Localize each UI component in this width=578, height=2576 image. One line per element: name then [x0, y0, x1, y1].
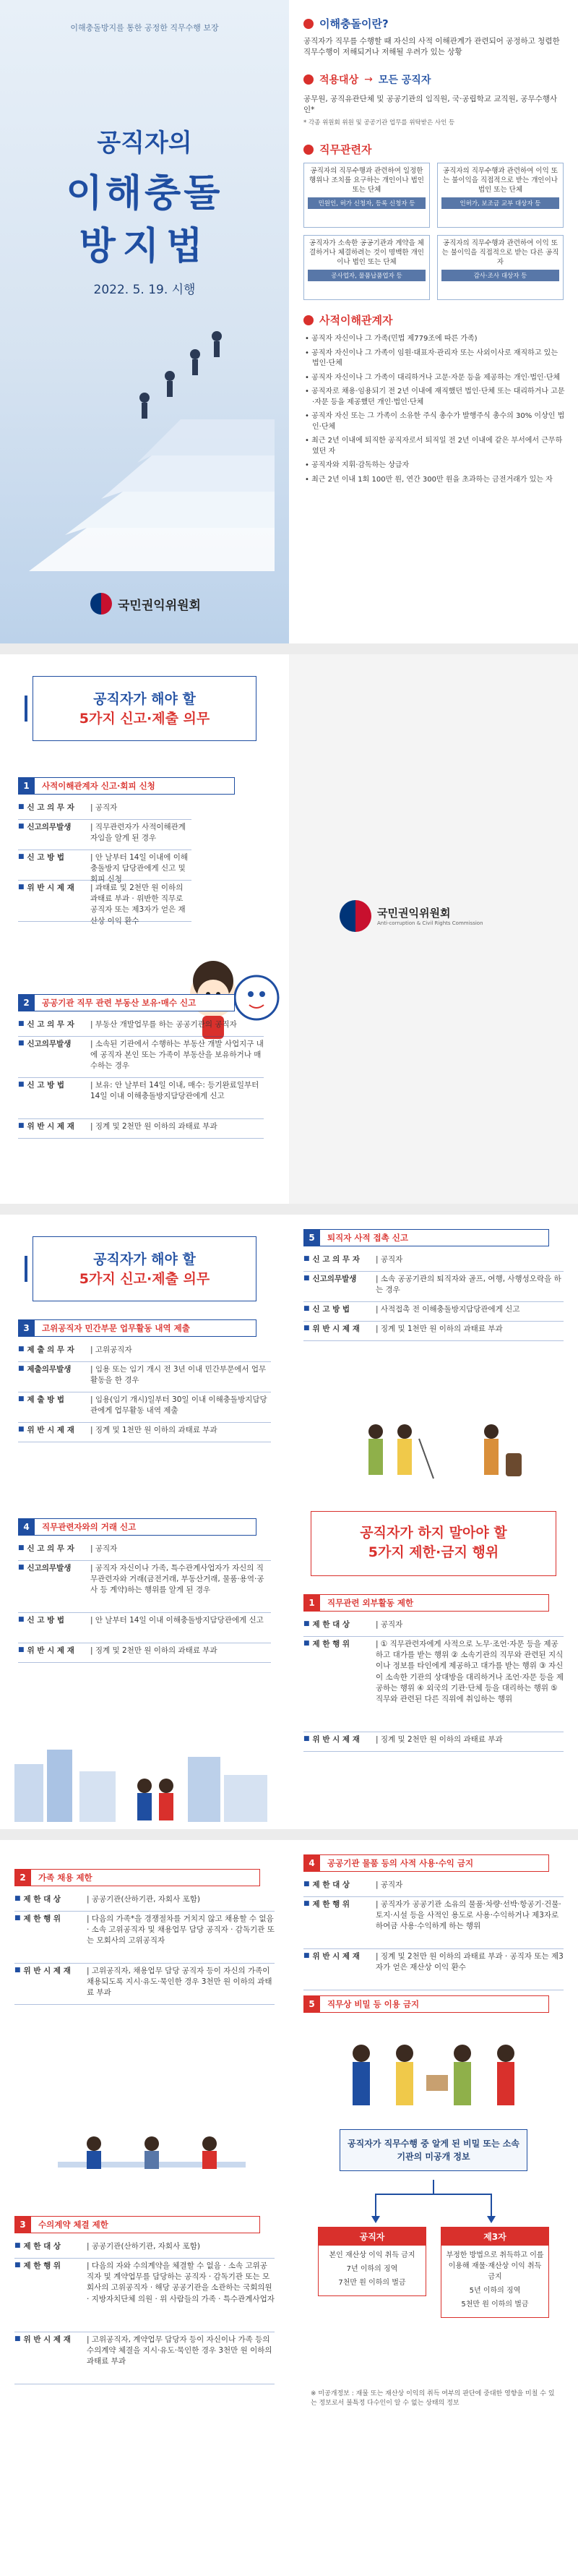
stairs-illustration — [0, 311, 289, 571]
info-row-value: | 징계 및 2천만 원 이하의 과태료 부과 — [376, 1735, 503, 1744]
duties-title-box: 공직자가 해야 할 5가지 신고·제출 의무 — [33, 676, 256, 741]
info-row — [18, 1121, 264, 1132]
bullet-icon — [303, 145, 314, 155]
restriction-1-header: 1 직무관련 외부활동 제한 — [303, 1594, 549, 1612]
info-row-value: | 다음의 가족*을 경쟁절차를 거치지 않고 채용할 수 없음 · 소속 고위공직자 및 채용업무 담당 공직자 · 감독기관 또는 모회사의 고위공직자 — [87, 1914, 275, 1946]
info-row-label: ■ 위 반 시 제 재 — [14, 1966, 87, 1999]
info-row — [18, 1080, 264, 1102]
info-row-value: | 고위공직자, 계약업무 담당자 등이 자신이나 가족 등의 수의계약 체결을 지시·유도·묵인한 경우 3천만 원 이하의 과태료 부과 — [87, 2335, 272, 2366]
info-row-label: ■ 제 출 방 법 — [18, 1395, 90, 1416]
info-row — [18, 1544, 271, 1554]
row-divider — [303, 1321, 564, 1322]
info-row-value: | 임용(임기 개시)일부터 30일 이내 이해충돌방지담당관에게 업무활동 내역 제출 — [90, 1395, 267, 1416]
info-row — [303, 1274, 564, 1296]
penalty-item: 본인 재산상 이익 취득 금지 — [329, 2251, 415, 2259]
duties-panel-1 — [0, 654, 289, 1204]
info-row — [18, 1615, 271, 1626]
info-row-value: | 징계 및 1천만 원 이하의 과태료 부과 — [376, 1325, 503, 1333]
info-row-value: | 안 날부터 14일 이내 이해충돌방지담당관에게 신고 — [90, 1616, 264, 1625]
info-row — [14, 1894, 275, 1905]
info-row — [18, 822, 191, 844]
info-row-value: | ① 직무관련자에게 사적으로 노무·조언·자문 등을 제공하고 대가를 받는 행위 ② 소속기관의 직무와 관련된 지식이나 정보를 타인에게 제공하고 대가를 받는 행위 ③ 자신이 소속한 기관의 상대방을 대리하거나 조언·자문 등을 제공하는 행위 ④ 외국의 기관·단체 등을 대리하는 행위 ⑤ 직무와 관련된 다른 직위에 취임하는 행위 — [376, 1640, 564, 1704]
info-row-label: ■ 제 한 대 상 — [14, 1894, 87, 1905]
info-row-label: ■ 신고의무발생 — [18, 1039, 90, 1072]
restriction-3-header: 3 수의계약 체결 제한 — [14, 2216, 260, 2233]
cover-title-line3: 방지법 — [79, 225, 210, 268]
info-row-value: | 다음의 자와 수의계약을 체결할 수 없음 · 소속 고위공직자 및 계약업무를 담당하는 공직자 · 감독기관 또는 모회사의 고위공직자 · 해당 공공기관을 소관하는 국회의원 · 지방자치단체 의원 · 위 사람들의 가족 · 특수관계사업자 — [87, 2262, 275, 2303]
info-row — [303, 1619, 564, 1630]
row-divider — [303, 1271, 564, 1272]
info-row-label: ■ 위 반 시 제 재 — [18, 883, 90, 927]
cover-title-line2: 이해충돌 — [66, 172, 223, 215]
row-divider — [18, 819, 191, 820]
info-row — [18, 1019, 264, 1030]
info-row — [18, 1563, 271, 1596]
info-row-value: | 직무관련자가 사적이해관계자임을 알게 된 경우 — [90, 823, 186, 843]
duty-section-2-header: 2 공공기관 직무 관련 부동산 보유·매수 신고 — [18, 994, 235, 1011]
related-person-box-4: 공직자의 직무수행과 관련하여 이익 또는 불이익을 직접적으로 받는 다른 공직자 감사·조사 대상자 등 — [437, 235, 564, 300]
golf-travel-illustration — [332, 1410, 549, 1489]
row-divider — [303, 1340, 564, 1341]
row-divider — [18, 880, 191, 881]
row-divider — [18, 921, 191, 922]
duty-section-1-header: 1 사적이해관계자 신고·회피 신청 — [18, 777, 235, 795]
info-row — [303, 1254, 564, 1265]
row-divider — [18, 1036, 264, 1037]
row-divider — [14, 2004, 275, 2005]
row-divider — [18, 1361, 271, 1362]
info-row — [303, 1324, 564, 1335]
secret-info-box: 공직자가 직무수행 중 알게 된 비밀 또는 소속기관의 미공개 정보 — [340, 2129, 527, 2171]
info-row-value: | 소속된 기관에서 수행하는 부동산 개발 사업지구 내에 공직자 본인 또는 가족이 부동산을 보유하거나 매수하는 경우 — [90, 1040, 264, 1071]
row-divider — [18, 1662, 271, 1663]
info-row-value: | 공직자가 공공기관 소유의 물품·차량·선박·항공기·건물·토지·시설 등을 사적인 용도로 사용·수익하거나 제3자로 하여금 사용·수익하게 하는 행위 — [376, 1900, 561, 1931]
info-row-label: ■ 신 고 의 무 자 — [303, 1254, 376, 1265]
private-interest-item: • 공직자 자신이나 그 가족이 임원·대표자·관리자 또는 사외이사로 재직하고 있는 법인·단체 — [305, 348, 558, 367]
restrictions-panel-2 — [0, 1840, 289, 2576]
row-divider — [303, 1896, 564, 1897]
private-interest-item: • 최근 2년 이내 1회 100만 원, 연간 300만 원을 초과하는 금전거래가 있는 자 — [305, 475, 553, 484]
info-row-value: | 과태료 및 2천만 원 이하의 과태료 부과 · 위반한 직무로 공직자 또는 제3자가 얻은 재산상 이익 환수 — [90, 883, 186, 925]
org-logo: 국민권익위원회 Anti-corruption & Civil Rights Commission — [340, 900, 483, 932]
penalty-item: 부정한 방법으로 취득하고 이를 이용해 재물·재산상 이익 취득 금지 — [446, 2251, 544, 2281]
info-row-label: ■ 위 반 시 제 재 — [303, 1324, 376, 1335]
info-row-label: ■ 위 반 시 제 재 — [303, 1734, 376, 1745]
intro-panel — [289, 0, 578, 643]
info-row-label: ■ 신 고 방 법 — [18, 1080, 90, 1102]
info-row-value: | 부동산 개발업무를 하는 공공기관의 공직자 — [90, 1020, 237, 1029]
private-interest-item: • 공직자 자신 또는 그 가족이 소유한 주식 총수가 발행주식 총수의 30% 이상인 법인·단체 — [305, 412, 565, 431]
info-row-label: ■ 신 고 방 법 — [303, 1304, 376, 1315]
row-divider — [18, 1077, 264, 1078]
private-interest-item: • 최근 2년 이내에 퇴직한 공직자로서 퇴직일 전 2년 이내에 같은 부서에서 근무하였던 자 — [305, 437, 563, 455]
info-row — [18, 1039, 264, 1072]
info-row — [18, 1364, 271, 1386]
penalty-item: 5천만 원 이하의 벌금 — [461, 2301, 529, 2308]
duties-panel-2 — [0, 1215, 289, 1829]
info-row-label: ■ 신 고 의 무 자 — [18, 803, 90, 813]
row-divider — [18, 1422, 271, 1423]
info-row — [303, 1734, 564, 1745]
row-divider — [303, 1636, 564, 1637]
penalty-item: 5년 이하의 징역 — [469, 2287, 521, 2295]
row-divider — [18, 1118, 264, 1119]
private-interest-item: • 공직자 자신이나 그 가족이 대리하거나 고문·자문 등을 제공하는 개인·법인·단체 — [305, 373, 561, 382]
info-row-value: | 고위공직자, 채용업무 담당 공직자 등이 자신의 가족이 채용되도록 지시·유도·묵인한 경우 3천만 원 이하의 과태료 부과 — [87, 1967, 272, 1998]
row-divider — [303, 1948, 564, 1949]
info-row — [303, 1899, 564, 1933]
info-row-label: ■ 위 반 시 제 재 — [18, 1646, 90, 1656]
row-divider — [14, 2258, 275, 2259]
info-row — [18, 883, 191, 927]
cover-org-logo — [90, 593, 201, 615]
restriction-5-header: 5 직무상 비밀 등 이용 금지 — [303, 1995, 549, 2013]
info-row — [18, 803, 191, 813]
duty-section-3-header: 3 고위공직자 민간부문 업무활동 내역 제출 — [18, 1319, 256, 1337]
info-row — [18, 1425, 271, 1436]
info-row-value: | 징계 및 1천만 원 이하의 과태료 부과 — [90, 1426, 217, 1434]
cover-date: 2022. 5. 19. 시행 — [93, 283, 196, 297]
info-row — [14, 2261, 275, 2305]
info-row-label: ■ 신 고 의 무 자 — [18, 1544, 90, 1554]
info-row-label: ■ 위 반 시 제 재 — [303, 1951, 376, 1973]
info-row — [14, 2241, 275, 2252]
info-row-label: ■ 신 고 방 법 — [18, 852, 90, 886]
info-row-label: ■ 위 반 시 제 재 — [18, 1425, 90, 1436]
info-row-label: ■ 제 한 대 상 — [14, 2241, 87, 2252]
flow-thirdparty-box: 제3자 부정한 방법으로 취득하고 이를 이용해 재물·재산상 이익 취득 금지 5년 이하의 징역 5천만 원 이하의 벌금 — [441, 2227, 549, 2318]
government-emblem-icon — [340, 900, 371, 932]
info-row-label: ■ 신고의무발생 — [18, 822, 90, 844]
info-row — [18, 1395, 271, 1416]
row-divider — [18, 1138, 264, 1139]
related-person-box-2: 공직자의 직무수행과 관련하여 이익 또는 불이익을 직접적으로 받는 개인이나 법인 또는 단체 인허가, 보조금 교부 대상자 등 — [437, 163, 564, 228]
info-row-value: | 공직자 — [376, 1620, 403, 1629]
duty-section-5-header: 5 퇴직자 사적 접촉 신고 — [303, 1229, 549, 1246]
info-row-label: ■ 제 출 의 무 자 — [18, 1345, 90, 1356]
related-person-box-1: 공직자의 직무수행과 관련하여 일정한 행위나 조치를 요구하는 개인이나 법인 또는 단체 민원인, 허가 신청자, 등록 신청자 등 — [303, 163, 430, 228]
flow-arrows — [332, 2180, 535, 2223]
info-row — [14, 1966, 275, 1999]
info-row — [303, 1880, 564, 1891]
info-row-value: | 공공기관(산하기관, 자회사 포함) — [87, 1895, 200, 1904]
cover-org-name: 국민권익위원회 — [118, 598, 201, 613]
cover-title-line1: 공직자의 — [97, 129, 192, 158]
info-row — [14, 2335, 275, 2368]
related-person-box-3: 공직자가 소속한 공공기관과 계약을 체결하거나 체결하려는 것이 명백한 개인이나 법인 또는 단체 공사업자, 물품납품업자 등 — [303, 235, 430, 300]
info-row-value: | 사적접촉 전 이해충돌방지담당관에게 신고 — [376, 1305, 520, 1314]
info-row-value: | 공공기관(산하기관, 자회사 포함) — [87, 2242, 200, 2251]
bullet-icon — [303, 19, 314, 29]
info-row-value: | 공직자 — [376, 1880, 403, 1889]
info-row-value: | 공직자 — [90, 803, 118, 812]
info-row — [303, 1304, 564, 1315]
cover-panel — [0, 0, 289, 643]
info-row-value: | 징계 및 2천만 원 이하의 과태료 부과 · 공직자 또는 제3자가 얻은 재산상 이익 환수 — [376, 1952, 564, 1972]
info-row-label: ■ 신 고 방 법 — [18, 1615, 90, 1626]
restrictions-panel-3 — [289, 1840, 578, 2576]
info-row-label: ■ 제 한 대 상 — [303, 1619, 376, 1630]
conflict-definition-body: 공직자가 직무를 수행할 때 자신의 사적 이해관계가 관련되어 공정하고 청렴한 직무수행이 저해되거나 저해될 우려가 있는 상황 — [303, 37, 560, 57]
info-row-label: ■ 신 고 의 무 자 — [18, 1019, 90, 1030]
restriction-2-header: 2 가족 채용 제한 — [14, 1869, 260, 1886]
row-divider — [14, 1963, 275, 1964]
info-row-label: ■ 제 한 대 상 — [303, 1880, 376, 1891]
info-row-label: ■ 제 한 행 위 — [303, 1639, 376, 1705]
info-row-value: | 징계 및 2천만 원 이하의 과태료 부과 — [90, 1646, 217, 1655]
duty-section-4-header: 4 직무관련자와의 거래 신고 — [18, 1518, 256, 1536]
row-divider — [303, 1301, 564, 1302]
footnote: ※ 미공개정보 : 재물 또는 재산상 이익의 취득 여부의 판단에 중대한 영향을 미칠 수 있는 정보로서 불특정 다수인이 알 수 없는 상태의 정보 — [311, 2390, 555, 2407]
info-row-label: ■ 위 반 시 제 재 — [14, 2335, 87, 2368]
private-interest-item: • 공직자 자신이나 그 가족(민법 제779조에 따른 가족) — [305, 335, 478, 343]
penalty-item: 7천만 원 이하의 벌금 — [338, 2279, 406, 2287]
bullet-icon — [303, 315, 314, 325]
bullet-icon — [303, 74, 314, 85]
info-row — [14, 1914, 275, 1947]
logo-panel — [289, 654, 578, 1204]
info-row-value: | 징계 및 2천만 원 이하의 과태료 부과 — [90, 1122, 217, 1131]
cover-tagline: 이해충돌방지를 통한 공정한 직무수행 보장 — [70, 23, 219, 33]
info-row-value: | 공직자 — [376, 1255, 403, 1264]
row-divider — [18, 1612, 271, 1613]
info-row-value: | 안 날부터 14일 이내에 이해충돌방지 담당관에게 신고 및 회피 신청 — [90, 853, 189, 884]
government-emblem-icon — [90, 593, 112, 615]
info-row — [303, 1639, 564, 1705]
target-body: 공무원, 공직유관단체 및 공공기관의 임직원, 국·공립학교 교직원, 공무수행사인* — [303, 95, 558, 115]
flow-official-box: 공직자 본인 재산상 이익 취득 금지 7년 이하의 징역 7천만 원 이하의 벌금 — [318, 2227, 426, 2296]
office-illustration — [43, 2122, 260, 2194]
restrictions-panel-1 — [289, 1215, 578, 1829]
info-row — [303, 1951, 564, 1973]
row-divider — [18, 1560, 271, 1561]
private-interest-heading: 사적이해관계자 — [303, 312, 392, 328]
restrictions-title-box: 공직자가 하지 말아야 할 5가지 제한·금지 행위 — [311, 1511, 556, 1576]
related-persons-heading: 직무관련자 — [303, 142, 371, 157]
info-row-label: ■ 제출의무발생 — [18, 1364, 90, 1386]
info-row-label: ■ 제 한 행 위 — [14, 2261, 87, 2305]
info-row-value: | 소속 공공기관의 퇴직자와 골프, 여행, 사행성오락을 하는 경우 — [376, 1275, 561, 1295]
info-row-value: | 공직자 자신이나 가족, 특수관계사업자가 자신의 직무관련자와 거래(금전거래, 부동산거래, 물품·용역·공사 등 계약)하는 행위를 알게 된 경우 — [90, 1564, 264, 1595]
private-interest-list — [305, 334, 565, 489]
info-row-label: ■ 신고의무발생 — [303, 1274, 376, 1296]
info-row — [18, 1345, 271, 1356]
info-row-label: ■ 제 한 행 위 — [14, 1914, 87, 1947]
info-row-value: | 공직자 — [90, 1544, 118, 1553]
info-row-label: ■ 제 한 행 위 — [303, 1899, 376, 1933]
private-interest-item: • 공직자로 채용·임용되기 전 2년 이내에 재직했던 법인·단체 또는 대리하거나 고문·자문 등을 제공했던 개인·법인·단체 — [305, 388, 565, 406]
city-illustration — [0, 1735, 289, 1822]
info-row-value: | 고위공직자 — [90, 1345, 132, 1354]
info-row-label: ■ 신고의무발생 — [18, 1563, 90, 1596]
info-row-value: | 보유: 안 날부터 14일 이내, 매수: 등기완료일부터 14일 이내 이해충돌방지담당관에게 신고 — [90, 1081, 259, 1101]
conflict-definition-heading: 이해충돌이란? — [303, 16, 389, 31]
row-divider — [303, 1751, 564, 1752]
target-heading: 적용대상 → 모든 공직자 — [303, 72, 431, 87]
duties-title-box-2: 공직자가 해야 할 5가지 신고·제출 의무 — [33, 1236, 256, 1301]
info-row-label: ■ 위 반 시 제 재 — [18, 1121, 90, 1132]
target-note: * 각종 위원회 위원 및 공공기관 업무를 위탁받은 사인 등 — [303, 119, 455, 127]
info-row-value: | 임용 또는 임기 개시 전 3년 이내 민간부문에서 업무활동을 한 경우 — [90, 1365, 267, 1385]
info-row — [18, 1646, 271, 1656]
private-interest-item: • 공직자와 지휘·감독하는 상급자 — [305, 461, 410, 469]
restriction-4-header: 4 공공기관 물품 등의 사적 사용·수익 금지 — [303, 1854, 549, 1872]
penalty-item: 7년 이하의 징역 — [346, 2265, 398, 2273]
meeting-illustration — [318, 2024, 549, 2118]
arrow-icon: → — [364, 74, 373, 85]
row-divider — [14, 1911, 275, 1912]
